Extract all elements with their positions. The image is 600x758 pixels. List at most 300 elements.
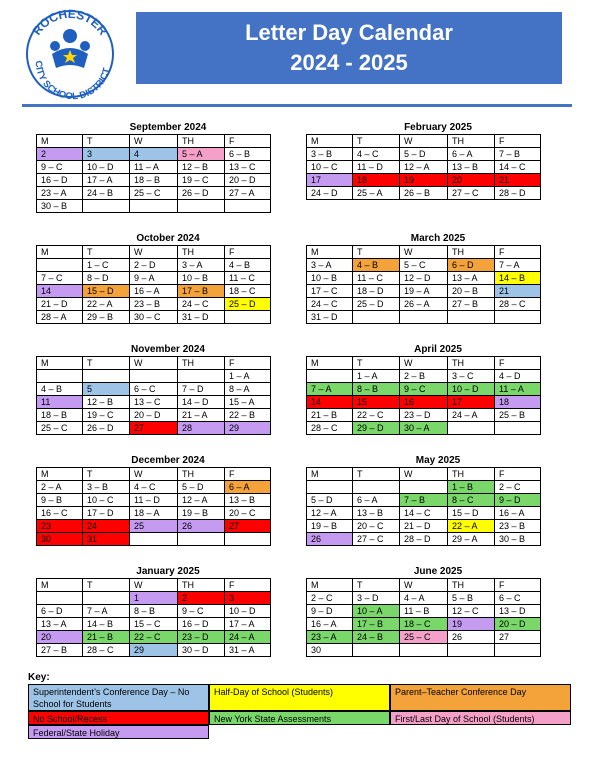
weekday-header: F [495, 357, 541, 370]
week-row [307, 422, 541, 435]
day-cell: 29 – D [353, 422, 400, 435]
day-cell: 11 – C [225, 272, 271, 285]
week-row [307, 605, 541, 618]
day-cell: 21 – D [37, 298, 83, 311]
month-table [36, 134, 271, 213]
day-cell [225, 533, 271, 546]
day-cell: 13 – A [37, 618, 83, 631]
day-cell: 1 – A [353, 370, 400, 383]
day-cell [130, 200, 178, 213]
day-cell: 7 – B [495, 148, 541, 161]
day-cell: 18 [495, 396, 541, 409]
day-cell [353, 311, 400, 324]
day-cell: 28 – C [307, 422, 353, 435]
month-title: September 2024 [129, 122, 207, 133]
week-row [37, 187, 271, 200]
day-cell: 18 [353, 174, 400, 187]
weekday-header: T [353, 357, 400, 370]
weekday-header: F [225, 135, 271, 148]
day-cell: 9 – C [37, 161, 83, 174]
weekday-header-row [37, 246, 271, 259]
day-cell: 23 – B [130, 298, 178, 311]
day-cell: 8 – B [353, 383, 400, 396]
day-cell: 26 [178, 520, 225, 533]
month-table [306, 245, 541, 324]
day-cell [225, 200, 271, 213]
key-item: Superintendent’s Conference Day – No School for Students [28, 684, 209, 711]
key-title: Key: [28, 672, 50, 683]
key-item: New York State Assessments [209, 711, 390, 725]
weekday-header: T [83, 357, 130, 370]
day-cell: 14 – C [495, 161, 541, 174]
day-cell: 10 – D [83, 161, 130, 174]
day-cell: 23 – D [400, 409, 448, 422]
day-cell: 7 – B [400, 494, 448, 507]
day-cell: 10 – D [225, 605, 271, 618]
day-cell: 20 [37, 631, 83, 644]
school-year: 2024 - 2025 [290, 50, 408, 75]
day-cell [37, 259, 83, 272]
day-cell: 24 – C [178, 298, 225, 311]
weekday-header: W [130, 468, 178, 481]
day-cell: 3 [83, 148, 130, 161]
day-cell: 24 – A [448, 409, 495, 422]
day-cell: 23 – A [307, 631, 353, 644]
day-cell: 4 – C [130, 481, 178, 494]
day-cell: 20 [448, 174, 495, 187]
day-cell: 20 – C [353, 520, 400, 533]
week-row [307, 533, 541, 546]
month-calendar [36, 233, 270, 324]
key-item: Half-Day of School (Students) [209, 684, 390, 711]
day-cell: 9 – C [178, 605, 225, 618]
week-row [37, 592, 271, 605]
page-title: Letter Day Calendar [245, 20, 453, 45]
weekday-header: TH [178, 135, 225, 148]
day-cell: 15 – D [83, 285, 130, 298]
day-cell: 9 – B [37, 494, 83, 507]
day-cell: 30 – A [400, 422, 448, 435]
day-cell: 21 [495, 285, 541, 298]
day-cell [83, 592, 130, 605]
day-cell: 29 – A [448, 533, 495, 546]
month-title: November 2024 [131, 344, 205, 355]
month-title: February 2025 [404, 122, 472, 133]
day-cell: 16 – A [130, 285, 178, 298]
day-cell: 10 – C [307, 161, 353, 174]
day-cell: 25 – C [37, 422, 83, 435]
day-cell: 4 – B [353, 259, 400, 272]
day-cell: 27 [225, 520, 271, 533]
day-cell: 18 – B [37, 409, 83, 422]
day-cell [307, 370, 353, 383]
weekday-header: F [225, 357, 271, 370]
week-row [37, 422, 271, 435]
day-cell: 12 – D [400, 272, 448, 285]
day-cell: 16 – A [495, 507, 541, 520]
day-cell: 1 [130, 592, 178, 605]
day-cell: 27 – A [225, 187, 271, 200]
weekday-header: W [130, 246, 178, 259]
day-cell [353, 644, 400, 657]
day-cell: 3 – A [307, 259, 353, 272]
day-cell: 16 – A [307, 618, 353, 631]
weekday-header: F [225, 468, 271, 481]
month-calendar [306, 455, 540, 546]
day-cell: 2 – A [37, 481, 83, 494]
month-calendar [36, 122, 270, 213]
day-cell: 19 – C [178, 174, 225, 187]
week-row [307, 592, 541, 605]
day-cell: 6 – C [495, 592, 541, 605]
week-row [307, 618, 541, 631]
day-cell: 5 – D [307, 494, 353, 507]
day-cell: 3 [225, 592, 271, 605]
header-divider [22, 104, 572, 107]
weekday-header: TH [178, 468, 225, 481]
weekday-header: M [37, 579, 83, 592]
figure-head-icon [63, 29, 77, 43]
day-cell: 28 – A [37, 311, 83, 324]
day-cell: 30 – D [178, 644, 225, 657]
week-row [37, 520, 271, 533]
day-cell: 4 – B [37, 383, 83, 396]
day-cell [83, 200, 130, 213]
weekday-header: TH [178, 579, 225, 592]
day-cell: 22 – A [448, 520, 495, 533]
day-cell: 23 [37, 520, 83, 533]
day-cell: 5 [83, 383, 130, 396]
day-cell: 16 – C [37, 507, 83, 520]
day-cell: 20 – D [225, 174, 271, 187]
day-cell: 18 – C [400, 618, 448, 631]
day-cell: 8 – B [130, 605, 178, 618]
day-cell: 17 – A [83, 174, 130, 187]
day-cell: 14 – B [495, 272, 541, 285]
day-cell: 11 – A [130, 161, 178, 174]
day-cell: 25 – D [225, 298, 271, 311]
day-cell: 13 – B [448, 161, 495, 174]
day-cell: 1 – B [448, 481, 495, 494]
day-cell [353, 481, 400, 494]
month-calendar [306, 122, 540, 200]
day-cell: 19 [400, 174, 448, 187]
weekday-header: T [353, 579, 400, 592]
day-cell: 26 [307, 533, 353, 546]
day-cell: 10 – A [353, 605, 400, 618]
week-row [307, 631, 541, 644]
day-cell: 14 – B [83, 618, 130, 631]
day-cell: 10 – B [307, 272, 353, 285]
day-cell [225, 311, 271, 324]
weekday-header: M [37, 468, 83, 481]
weekday-header-row [307, 468, 541, 481]
weekday-header: W [130, 357, 178, 370]
day-cell: 5 – A [178, 148, 225, 161]
weekday-header: TH [448, 246, 495, 259]
day-cell: 21 – D [400, 520, 448, 533]
weekday-header-row [307, 135, 541, 148]
weekday-header: T [83, 246, 130, 259]
day-cell [400, 481, 448, 494]
day-cell: 13 – C [225, 161, 271, 174]
day-cell: 12 – B [83, 396, 130, 409]
day-cell: 14 – D [178, 396, 225, 409]
weekday-header-row [307, 579, 541, 592]
week-row [37, 272, 271, 285]
week-row [37, 644, 271, 657]
day-cell: 17 – A [225, 618, 271, 631]
day-cell: 20 – D [495, 618, 541, 631]
week-row [307, 383, 541, 396]
week-row [37, 174, 271, 187]
day-cell: 15 – A [225, 396, 271, 409]
day-cell: 13 – B [225, 494, 271, 507]
day-cell [178, 370, 225, 383]
day-cell: 19 – B [307, 520, 353, 533]
day-cell: 23 – D [178, 631, 225, 644]
day-cell: 6 – D [37, 605, 83, 618]
day-cell: 9 – A [130, 272, 178, 285]
day-cell: 24 – C [307, 298, 353, 311]
day-cell: 4 – B [225, 259, 271, 272]
day-cell: 3 – B [83, 481, 130, 494]
weekday-header: F [495, 135, 541, 148]
day-cell: 22 – A [83, 298, 130, 311]
day-cell: 30 [37, 533, 83, 546]
day-cell: 31 – D [307, 311, 353, 324]
day-cell: 21 [495, 174, 541, 187]
day-cell [37, 370, 83, 383]
title-banner [136, 12, 562, 84]
day-cell: 20 – B [448, 285, 495, 298]
day-cell [307, 481, 353, 494]
week-row [307, 311, 541, 324]
week-row [37, 618, 271, 631]
month-calendar [306, 344, 540, 435]
day-cell: 4 [130, 148, 178, 161]
day-cell: 13 – A [448, 272, 495, 285]
weekday-header: W [130, 579, 178, 592]
day-cell: 6 – A [225, 481, 271, 494]
day-cell: 27 [130, 422, 178, 435]
day-cell: 19 – C [83, 409, 130, 422]
day-cell: 11 – D [130, 494, 178, 507]
weekday-header: W [400, 579, 448, 592]
day-cell: 22 – C [353, 409, 400, 422]
key-item: First/Last Day of School (Students) [390, 711, 571, 725]
day-cell [83, 370, 130, 383]
weekday-header: F [225, 579, 271, 592]
week-row [307, 396, 541, 409]
week-row [307, 272, 541, 285]
day-cell: 28 – C [495, 298, 541, 311]
day-cell: 5 – B [448, 592, 495, 605]
day-cell: 12 – A [178, 494, 225, 507]
day-cell: 18 – A [130, 507, 178, 520]
day-cell: 8 – D [83, 272, 130, 285]
day-cell: 11 – B [400, 605, 448, 618]
day-cell: 17 – D [83, 507, 130, 520]
day-cell: 11 – A [495, 383, 541, 396]
week-row [307, 285, 541, 298]
week-row [37, 481, 271, 494]
day-cell: 11 – C [353, 272, 400, 285]
day-cell: 12 – A [400, 161, 448, 174]
week-row [37, 533, 271, 546]
day-cell: 31 – D [178, 311, 225, 324]
weekday-header: M [307, 468, 353, 481]
weekday-header-row [307, 246, 541, 259]
day-cell: 6 – A [353, 494, 400, 507]
day-cell: 28 [178, 422, 225, 435]
week-row [307, 370, 541, 383]
day-cell: 27 – B [37, 644, 83, 657]
day-cell: 14 [307, 396, 353, 409]
day-cell: 15 – C [130, 618, 178, 631]
day-cell: 16 – D [37, 174, 83, 187]
key-item: Federal/State Holiday [28, 725, 209, 739]
day-cell: 3 – C [448, 370, 495, 383]
month-table [36, 467, 271, 546]
week-row [307, 409, 541, 422]
week-row [307, 494, 541, 507]
day-cell: 31 [83, 533, 130, 546]
day-cell: 17 – C [307, 285, 353, 298]
week-row [37, 494, 271, 507]
weekday-header: W [400, 135, 448, 148]
day-cell: 17 – B [178, 285, 225, 298]
day-cell: 3 – A [178, 259, 225, 272]
day-cell: 10 – B [178, 272, 225, 285]
week-row [37, 605, 271, 618]
week-row [307, 174, 541, 187]
week-row [37, 285, 271, 298]
day-cell: 24 [83, 520, 130, 533]
weekday-header: M [37, 357, 83, 370]
day-cell: 10 – D [448, 383, 495, 396]
weekday-header: F [225, 246, 271, 259]
weekday-header: M [307, 357, 353, 370]
day-cell: 10 – C [83, 494, 130, 507]
day-cell: 28 – D [495, 187, 541, 200]
day-cell: 18 – B [130, 174, 178, 187]
weekday-header-row [37, 135, 271, 148]
day-cell: 26 – A [400, 298, 448, 311]
weekday-header: T [353, 468, 400, 481]
weekday-header: W [400, 468, 448, 481]
day-cell: 7 – A [83, 605, 130, 618]
day-cell: 5 – C [400, 259, 448, 272]
weekday-header: M [307, 246, 353, 259]
month-calendar [36, 455, 270, 546]
day-cell: 8 – C [448, 494, 495, 507]
weekday-header: TH [178, 357, 225, 370]
weekday-header: T [83, 468, 130, 481]
day-cell [37, 592, 83, 605]
weekday-header: T [83, 579, 130, 592]
day-cell: 27 – B [448, 298, 495, 311]
day-cell: 25 – C [400, 631, 448, 644]
day-cell [400, 311, 448, 324]
weekday-header-row [37, 357, 271, 370]
week-row [307, 644, 541, 657]
day-cell: 25 – D [353, 298, 400, 311]
day-cell: 15 – D [448, 507, 495, 520]
weekday-header: F [495, 468, 541, 481]
weekday-header: TH [448, 468, 495, 481]
day-cell: 29 [225, 422, 271, 435]
day-cell: 27 [495, 631, 541, 644]
day-cell: 6 – D [448, 259, 495, 272]
day-cell: 17 – B [353, 618, 400, 631]
month-table [306, 578, 541, 657]
week-row [37, 631, 271, 644]
day-cell: 24 – D [307, 187, 353, 200]
day-cell: 23 – B [495, 520, 541, 533]
weekday-header: M [307, 135, 353, 148]
week-row [37, 409, 271, 422]
day-cell: 20 – D [130, 409, 178, 422]
weekday-header: TH [448, 579, 495, 592]
day-cell: 5 – D [400, 148, 448, 161]
day-cell [400, 644, 448, 657]
day-cell: 8 – A [225, 383, 271, 396]
week-row [37, 507, 271, 520]
day-cell: 7 – D [178, 383, 225, 396]
day-cell: 18 – D [353, 285, 400, 298]
day-cell: 12 – A [307, 507, 353, 520]
day-cell: 28 – D [400, 533, 448, 546]
day-cell [448, 422, 495, 435]
day-cell: 13 – D [495, 605, 541, 618]
weekday-header: W [400, 357, 448, 370]
day-cell: 15 [353, 396, 400, 409]
day-cell: 26 – D [83, 422, 130, 435]
weekday-header: W [130, 135, 178, 148]
month-calendar [306, 566, 540, 657]
day-cell: 9 – C [400, 383, 448, 396]
day-cell: 11 – D [353, 161, 400, 174]
day-cell: 30 [307, 644, 353, 657]
week-row [307, 481, 541, 494]
month-table [36, 245, 271, 324]
weekday-header-row [37, 468, 271, 481]
week-row [37, 370, 271, 383]
week-row [307, 161, 541, 174]
month-calendar [36, 344, 270, 435]
week-row [307, 187, 541, 200]
day-cell: 17 [307, 174, 353, 187]
week-row [37, 311, 271, 324]
logo-bottom-text: CITY SCHOOL DISTRICT [32, 60, 113, 101]
day-cell: 21 – B [83, 631, 130, 644]
weekday-header-row [307, 357, 541, 370]
month-title: April 2025 [414, 344, 462, 355]
day-cell: 2 – D [130, 259, 178, 272]
day-cell: 13 – C [130, 396, 178, 409]
weekday-header: TH [178, 246, 225, 259]
day-cell: 4 – C [353, 148, 400, 161]
week-row [37, 259, 271, 272]
day-cell: 26 [448, 631, 495, 644]
day-cell: 23 – A [37, 187, 83, 200]
day-cell: 13 – B [353, 507, 400, 520]
day-cell: 6 – B [225, 148, 271, 161]
month-table [36, 578, 271, 657]
day-cell: 16 – D [178, 618, 225, 631]
day-cell: 6 – C [130, 383, 178, 396]
